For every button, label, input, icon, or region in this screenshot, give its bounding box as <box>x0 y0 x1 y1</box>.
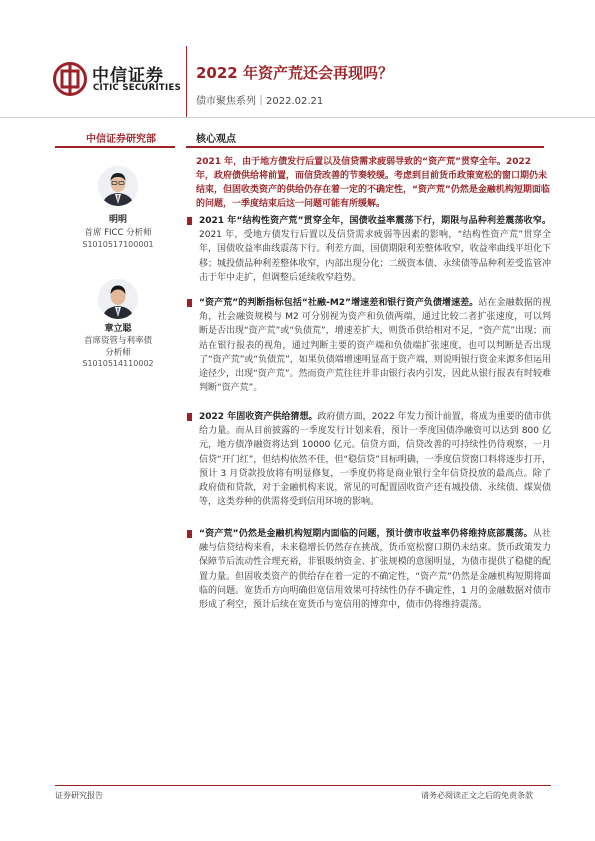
key-point-section <box>187 296 551 395</box>
main-heading-rule <box>186 146 544 148</box>
header-divider <box>186 46 187 118</box>
section-body: 政府债方面，2022 年发力预计前置，将成为重要的债市供给力量。而从目前披露的一季度发行计划来看，预计一季度国债净融资可以达到 800 亿元，地方债净融资将达到 10000 亿元。信贷方面，信贷改善的可持续性仍待观察，一月信贷“开门红”，但结构依然不佳，但“稳信贷”目标明确，一季度信贷窗口料将逐步打开，预计 3 月贷款投放将有明显修复，一季度仍将是商业银行全年信贷投放的最高点。除了政府债和贷款，对于金融机构来说，常见的可配置固收资产还有城投债、永续债、煤炭债等，这类券种的供需将受到信用环境的影响。 <box>199 412 551 508</box>
sidebar-heading: 中信证券研究部 <box>86 134 156 145</box>
key-point-section <box>187 214 551 285</box>
analyst-license-id: S1010514110002 <box>82 359 154 368</box>
main-heading: 核心观点 <box>196 134 236 145</box>
footer-disclaimer-note: 请务必阅读正文之后的免责条款 <box>421 791 533 800</box>
section-body: 2021 年，受地方债发行后置以及信贷需求疲弱等因素的影响，“结构性资产荒”贯穿全年，国债收益率曲线震荡下行。利差方面，国债期限利差整体收窄，收益率曲线平坦化下移；城投债品种利差整体收窄，内部出现分化；二级资本债、永续债等品种利差受监管冲击于年中走扩，但调整后延续收窄趋势。 <box>199 230 551 283</box>
analyst-license-id: S1010517100001 <box>82 240 154 249</box>
header-rule <box>0 117 595 118</box>
footer-report-type: 证券研究报告 <box>55 791 103 800</box>
analyst-name: 章立聪 <box>104 324 132 334</box>
key-point-section <box>187 527 551 612</box>
analyst-name: 明明 <box>108 215 127 225</box>
person-icon <box>98 166 138 206</box>
citic-logo-icon <box>53 62 87 96</box>
bullet-marker-icon <box>187 530 192 538</box>
section-lead: “资产荒”的判断指标包括“社融-M2”增速差和银行资产负债增速差。 <box>199 298 479 308</box>
analyst-photo <box>98 166 138 206</box>
sidebar-heading-rule <box>55 146 175 148</box>
section-body: 站在金融数据的视角，社会融资规模与 M2 可分别视为资产和负债两端，通过比较二者扩张速度，可以判断是否出现“资产荒”或“负债荒”，增速差扩大，则货币供给相对不足，“资产荒”出现；而站在银行报表的视角，通过判断主要的资产端和负债端扩张速度，也可以判断是否出现了“资产荒”或“负债荒”，如果负债端增速明显高于资产端，则说明银行资金来源多但运用途径少，出现“资产荒”。然而资产荒往往并非由银行表内引发，因此从银行报表有时较难判断“资产荒”。 <box>199 298 551 394</box>
analyst-photo <box>98 279 138 319</box>
logo-chinese-name: 中信证券 <box>92 66 164 86</box>
person-icon <box>98 279 138 319</box>
bullet-marker-icon <box>187 299 192 307</box>
bullet-marker-icon <box>187 217 192 225</box>
page-title: 2022 年资产荒还会再现吗？ <box>196 64 393 82</box>
section-lead: “资产荒”仍然是金融机构短期内面临的问题，预计债市收益率仍将维持底部震荡。 <box>199 529 533 539</box>
bullet-marker-icon <box>187 413 192 421</box>
page-subtitle: 债市聚焦系列｜2022.02.21 <box>196 96 324 107</box>
key-point-section <box>187 410 551 509</box>
analyst-role: 首席资管与利率债 <box>83 336 152 346</box>
footer-rule <box>55 785 551 786</box>
analyst-role: 首席 FICC 分析师 <box>84 228 152 238</box>
section-body: 从社融与信贷结构来看，未来稳增长仍然存在挑战，货币宽松窗口期仍未结束。货币政策发力保障节后流动性合理充裕，非银吸纳资金、扩张规模的意图明显，为债市提供了稳健的配置力量。但固收类资产的供给存在着一定的不确定性，“资产荒”仍然是金融机构短期将面临的问题。宽货币方向明确但宽信用效果可持续性仍存不确定性，1 月的金融数据对债市形成了利空，预计后续在宽货币与宽信用的博弈中，债市仍将维持震荡。 <box>199 529 551 611</box>
logo-english-name: CITIC SECURITIES <box>93 83 182 93</box>
section-lead: 2021 年“结构性资产荒”贯穿全年，国债收益率震荡下行，期限与品种利差震荡收窄。 <box>199 216 551 226</box>
key-summary: 2021 年，由于地方债发行后置以及信贷需求疲弱导致的“资产荒”贯穿全年。2022 年，政府债供给将前置，而信贷改善的节奏较缓。考虑到目前货币政策宽松的窗口期仍未结束，但固收类资产的供给仍存在着一定的不确定性，“资产荒”仍然是金融机构短期面临的问题，一季度结束后这一问题可能有所缓解。 <box>196 157 550 209</box>
section-lead: 2022 年固收资产供给猜想。 <box>199 412 318 422</box>
analyst-role-continued: 分析师 <box>105 348 131 358</box>
